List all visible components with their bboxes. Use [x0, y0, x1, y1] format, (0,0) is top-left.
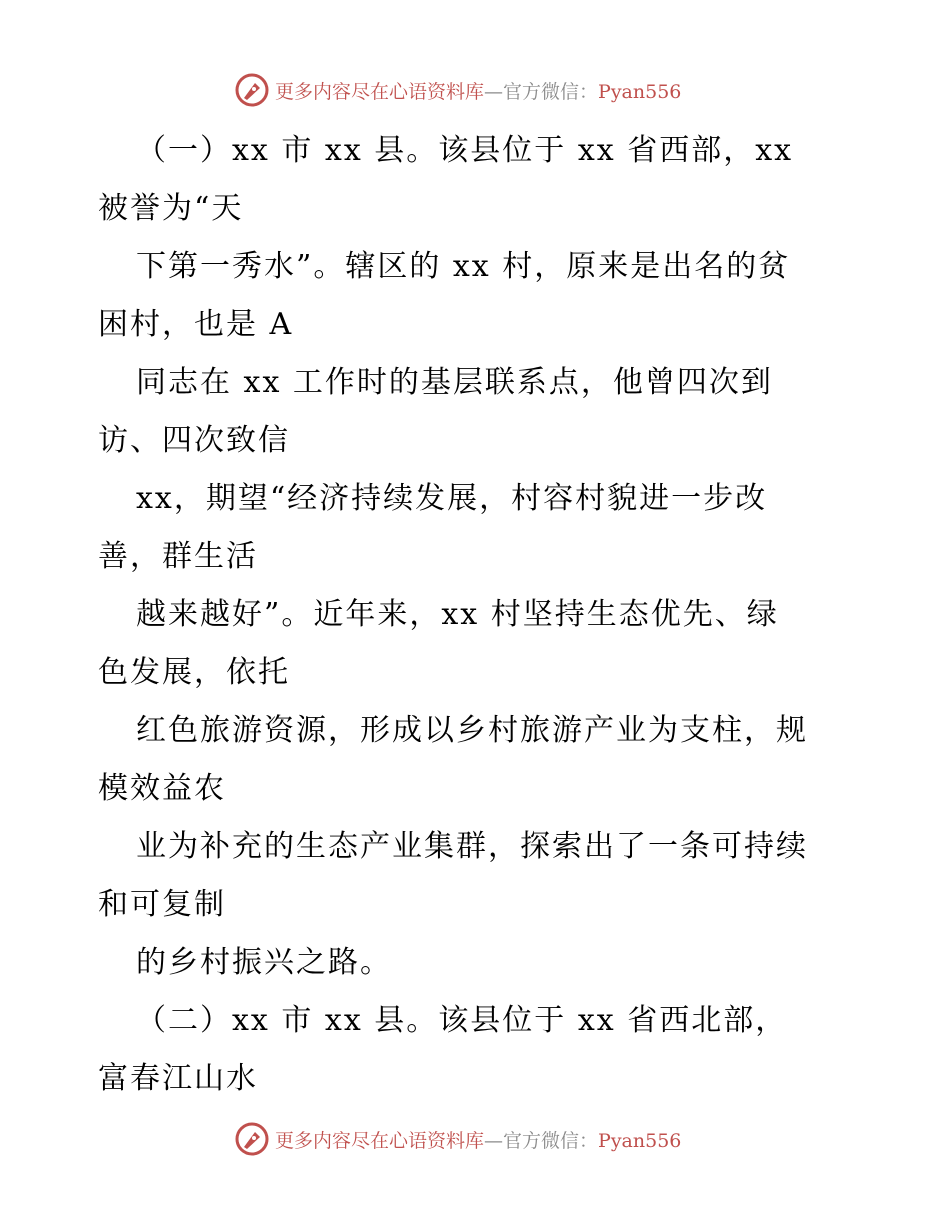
text-line: 越来越好”。近年来，xx 村坚持生态优先、绿	[136, 597, 779, 632]
text-line: （二）xx 市 xx 县。该县位于 xx 省西北部，	[136, 1003, 788, 1038]
footer-watermark	[235, 1121, 715, 1157]
text-line: 和可复制	[98, 887, 226, 922]
text-line: xx，期望“经济持续发展，村容村貌进一步改	[136, 481, 768, 516]
footer-watermark-text: 更多内容尽在心语资料库—官方微信：Pyan556	[275, 1129, 682, 1152]
text-line: 访、四次致信	[98, 423, 290, 458]
header-watermark	[235, 72, 715, 108]
text-line: 同志在 xx 工作时的基层联系点，他曾四次到	[136, 365, 773, 400]
header-watermark-text: 更多内容尽在心语资料库—官方微信：Pyan556	[275, 80, 682, 103]
text-line: （一）xx 市 xx 县。该县位于 xx 省西部，xx	[136, 133, 794, 168]
text-line: 困村，也是 A	[98, 307, 294, 342]
text-line: 被誉为“天	[98, 191, 244, 226]
text-line: 色发展，依托	[98, 655, 290, 690]
text-line: 下第一秀水”。辖区的 xx 村，原来是出名的贫	[136, 249, 791, 284]
pen-nib-logo-icon	[235, 73, 269, 107]
text-line: 业为补充的生态产业集群，探索出了一条可持续	[136, 829, 808, 864]
text-line: 红色旅游资源，形成以乡村旅游产业为支柱，规	[136, 713, 808, 748]
text-line: 模效益农	[98, 771, 226, 806]
text-line: 善，群生活	[98, 539, 258, 574]
text-line: 的乡村振兴之路。	[136, 945, 392, 980]
pen-nib-logo-icon	[235, 1122, 269, 1156]
text-line: 富春江山水	[98, 1061, 258, 1096]
body-text	[98, 122, 898, 1108]
